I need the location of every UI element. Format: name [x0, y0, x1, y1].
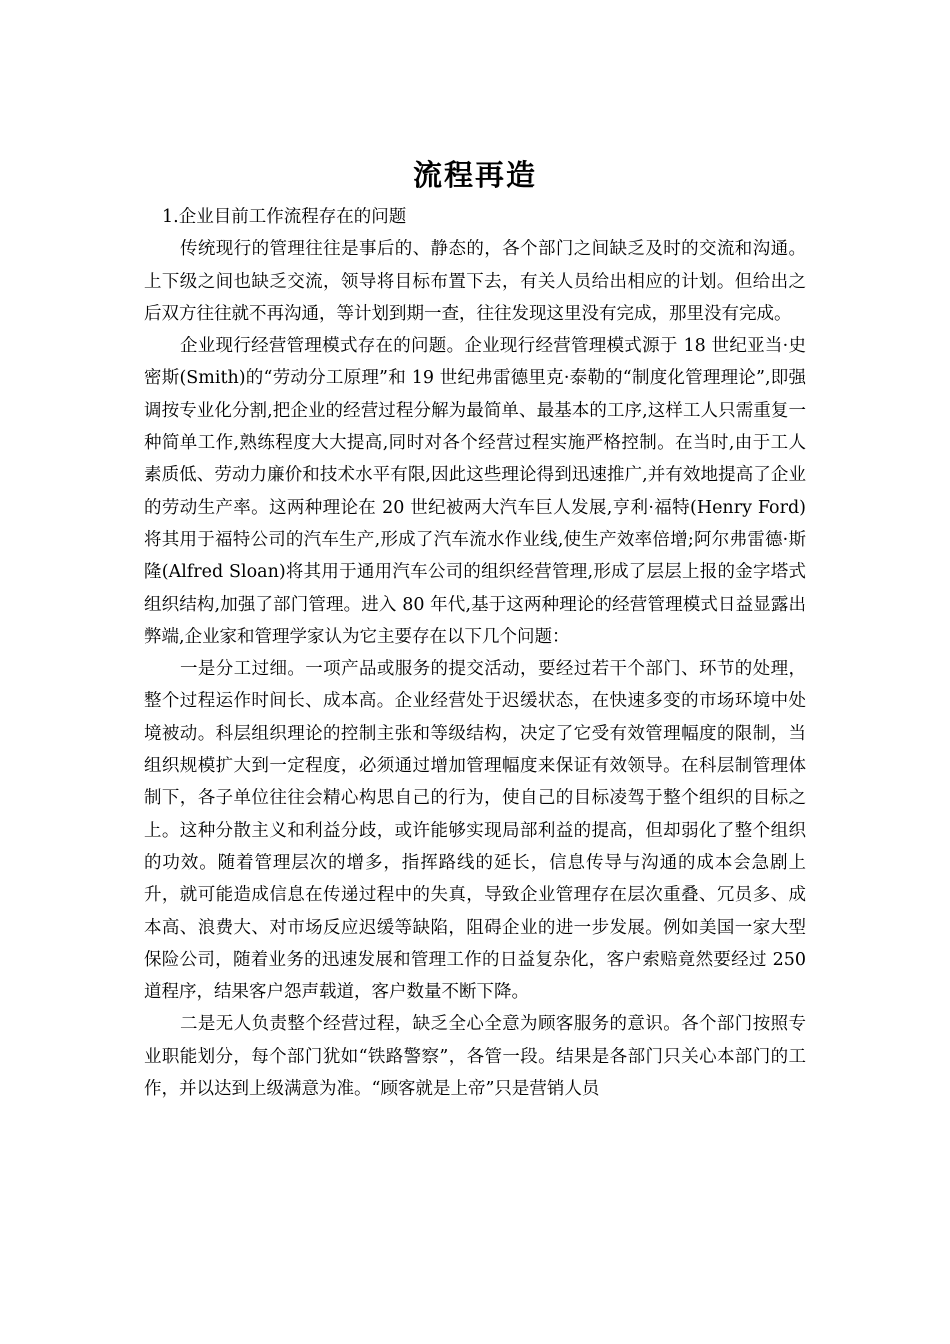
section-heading: 1.企业目前工作流程存在的问题 [162, 207, 407, 227]
paragraph-management-model: 企业现行经营管理模式存在的问题。企业现行经营管理模式源于 18 世纪亚当·史密斯(Smith)的“劳动分工原理”和 19 世纪弗雷德里克·泰勒的“制度化管理理论”,即强调按专业化分割,把企业的经营过程分解为最简单、最基本的工序,这样工人只需重复一种简单工作,熟练程度大大提高,同时对各个经营过程实施严格控制。在当时,由于工人素质低、劳动力廉价和技术水平有限,因此这些理论得到迅速推广,并有效地提高了企业的劳动生产率。这两种理论在 20 世纪被两大汽车巨人发展,亨利·福特(Henry Ford)将其用于福特公司的汽车生产,形成了汽车流水作业线,使生产效率倍增;阿尔弗雷德·斯隆(Alfred Sloan)将其用于通用汽车公司的组织经营管理,形成了层层上报的金字塔式组织结构,加强了部门管理。进入 80 年代,基于这两种理论的经营管理模式日益显露出弊端,企业家和管理学家认为它主要存在以下几个问题： [144, 336, 806, 647]
page-title: 流程再造 [412, 158, 537, 192]
document-body [144, 201, 806, 1105]
paragraph-division-of-labor: 一是分工过细。一项产品或服务的提交活动，要经过若干个部门、环节的处理，整个过程运作时间长、成本高。企业经营处于迟缓状态，在快速多变的市场环境中处境被动。科层组织理论的控制主张和等级结构，决定了它受有效管理幅度的限制，当组织规模扩大到一定程度，必须通过增加管理幅度来保证有效领导。在科层制管理体制下，各子单位往往会精心构思自己的行为，使自己的目标凌驾于整个组织的目标之上。这种分散主义和利益分歧，或许能够实现局部利益的提高，但却弱化了整个组织的功效。随着管理层次的增多，指挥路线的延长，信息传导与沟通的成本会急剧上升，就可能造成信息在传递过程中的失真，导致企业管理存在层次重叠、冗员多、成本高、浪费大、对市场反应迟缓等缺陷，阻碍企业的进一步发展。例如美国一家大型保险公司，随着业务的迅速发展和管理工作的日益复杂化，客户索赔竟然要经过 250 道程序，结果客户怨声载道，客户数量不断下降。 [144, 659, 806, 1003]
paragraph-no-owner: 二是无人负责整个经营过程，缺乏全心全意为顾客服务的意识。各个部门按照专业职能划分，每个部门犹如“铁路警察”，各管一段。结果是各部门只关心本部门的工作，并以达到上级满意为准。“顾客就是上帝”只是营销人员 [144, 1014, 806, 1100]
paragraph-communication: 传统现行的管理往往是事后的、静态的，各个部门之间缺乏及时的交流和沟通。上下级之间也缺乏交流，领导将目标布置下去，有关人员给出相应的计划。但给出之后双方往往就不再沟通，等计划到期一查，往往发现这里没有完成，那里没有完成。 [144, 239, 806, 324]
